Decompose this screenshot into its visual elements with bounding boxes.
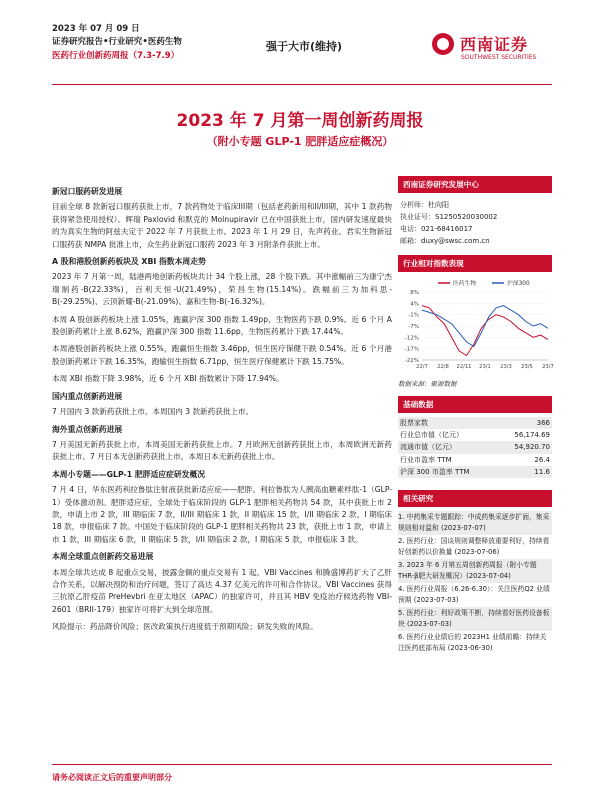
email-label: 邮箱： xyxy=(400,237,421,245)
logo-text-en: SOUTHWEST SECURITIES xyxy=(461,54,537,61)
perf-title: 行业相对指数表现 xyxy=(398,255,552,272)
x-tick-label: 22/11 xyxy=(456,364,472,370)
section-heading: 新冠口服药研发进展 xyxy=(52,187,123,196)
logo-mark-icon xyxy=(432,33,454,55)
phone-number: 021-68416017 xyxy=(421,225,473,233)
logo-text-cn: 西南证券 xyxy=(460,35,529,54)
related-title: 相关研究 xyxy=(398,490,552,507)
section-paragraph: 本周 XBI 指数下降 3.98%，近 6 个月 XBI 指数累计下降 17.94%。 xyxy=(52,374,284,384)
section-paragraph: 2023 年 7 月第一周，陆港两地创新药板块共计 34 个股上涨，28 个股下跌。其中涨幅前三为康宁杰瑞制药-B(22.33%)，百利天恒-U(21.49%)，荣昌生物(15.14%)。跌幅前三为加科思-B(-29.25%)、云顶新耀-B(-21.09%)、嘉和生物-B(-16.32%)。 xyxy=(52,272,392,307)
section-paragraph: 本周全球共达成 8 起重点交易，披露金额的重点交易有 1 起。VBI Vaccines 和腾盛博药扩大了乙肝合作关系，以解决预防和治疗问题，签订了高达 4.37 亿美元的许可和合作协议。VBI Vaccines 获得三抗原乙肝疫苗 PreHevbri 在亚太地区（APAC）的独家许可，并且其 HBV 免疫治疗候选药物 VBI-2601（BRII-179）独家许可将扩大到全球范围。 xyxy=(52,567,392,614)
section-paragraph: 目前全球 8 款新冠口服药获批上市，7 款药物处于临床III期（包括老药新用和II/III期，其中 1 款药物获得紧急使用授权）。辉瑞 Paxlovid 和默克的 Molnupiravir 已在中国获批上市，国内研发速度最快的为真实生物的阿兹夫定于 2022 年 7 月获批上市。2023 年 1 月 29 日，先声药业、君实生物新冠口服药获 NMPA 批准上市，众生药业新冠口服药 2023 年 3 月附条件获批上市。 xyxy=(52,202,392,249)
basic-data-title: 基础数据 xyxy=(398,396,552,413)
relative-index-chart xyxy=(398,276,552,376)
cert-number: S1250520030002 xyxy=(435,213,498,221)
row-value: 11.6 xyxy=(498,466,552,478)
table-row xyxy=(398,454,552,466)
x-tick-label: 23/1 xyxy=(479,364,491,370)
team-title: 西南证券研究发展中心 xyxy=(398,176,552,193)
table-row xyxy=(398,429,552,441)
row-value: 366 xyxy=(498,417,552,429)
x-tick-label: 23/5 xyxy=(521,364,533,370)
analyst-info xyxy=(398,197,552,255)
table-row xyxy=(398,417,552,429)
series-line-0 xyxy=(422,306,548,356)
report-date: 2023 年 07 月 09 日 xyxy=(52,24,140,34)
chart-source: 数据来源：聚源数据 xyxy=(398,380,457,388)
section-paragraph: 本周港股创新药板块上涨 0.55%，跑赢恒生指数 3.46pp，恒生医疗保健下跌 0.54%。近 6 个月港股创新药累计下跌 16.35%，跑输恒生指数 6.71pp，恒生医疗保健累计下跌 15.75%。 xyxy=(52,344,392,366)
section-heading: 本周全球重点创新药交易进展 xyxy=(52,552,154,562)
related-item[interactable]: 5. 医药行业：利好政策不断，持续看好医药设备板块 (2023-07-03) xyxy=(398,607,552,631)
section-paragraph: 7 月美国无新药获批上市，本周美国无新药获批上市。7 月欧洲无创新药获批上市，本周欧洲无新药获批上市。7 月日本无创新药获批上市，本周日本无新药获批上市。 xyxy=(52,439,392,462)
x-tick-label: 23/3 xyxy=(500,364,512,370)
analyst-label: 分析师： xyxy=(400,201,428,209)
cert-label: 执业证号： xyxy=(400,213,435,221)
report-series: 医药行业创新药周报（7.3-7.9） xyxy=(52,51,180,61)
row-label: 沪深 300 市盈率 TTM xyxy=(398,466,498,478)
analyst-name: 杜向阳 xyxy=(428,201,449,209)
table-row xyxy=(398,441,552,453)
y-tick-label: -1% xyxy=(408,312,419,319)
section-heading: 海外重点创新药进展 xyxy=(52,424,123,434)
main-body xyxy=(52,182,392,639)
section-paragraph: 7 月 4 日，华东医药利拉鲁肽注射液获批新适应症——肥胖。利拉鲁肽为人胰高血糖素样肽-1（GLP-1）受体激动剂。肥胖适应症，全球处于临床阶段的 GLP-1 肥胖相关药物共 54 款，其中获批上市 2 款，申请上市 2 款，III 期临床 7 款，II/III 期临床 1 款，II 期临床 15 款，I/II 期临床 2 款，I 期临床 18 款，申报临床 7 款。中国处于临床阶段的 GLP-1 肥胖相关药物共 23 款，获批上市 1 款，申请上市 1 款，III 期临床 6 款，II 期临床 5 款，I/II 期临床 2 款，I 期临床 5 款，申报临床 3 款。 xyxy=(52,485,392,544)
x-tick-label: 22/7 xyxy=(416,364,428,370)
report-type: 证券研究报告•行业研究•医药生物 xyxy=(52,37,182,47)
related-list xyxy=(398,511,552,655)
y-tick-label: -17% xyxy=(404,346,419,353)
section-heading: 本周小专题——GLP-1 肥胖适应症研发概况 xyxy=(52,469,206,479)
row-label: 行业市盈率 TTM xyxy=(400,455,452,464)
table-row xyxy=(398,466,552,478)
y-tick-label: -12% xyxy=(404,335,419,342)
related-item[interactable]: 4. 医药行业周报（6.26-6.30）：关注医药Q2 业绩预期 (2023-07-03) xyxy=(398,585,550,604)
header-divider xyxy=(52,84,552,85)
report-title: 2023 年 7 月第一周创新药周报 xyxy=(176,111,424,131)
section-paragraph: 本周 A 股创新药板块上涨 1.05%，跑赢沪深 300 指数 1.49pp，生物医药下跌 0.9%。近 6 个月 A 股创新药累计上涨 8.62%，跑赢沪深 300 指数 11.6pp，生物医药累计下跌 17.44%。 xyxy=(52,314,392,337)
y-tick-label: 8% xyxy=(410,290,419,296)
related-item[interactable]: 3. 2023 年 6 月第五周创新药周报（附小专题 THR-β肥大研发概况）(2023-07-04) xyxy=(398,559,552,583)
footer-divider xyxy=(52,764,552,765)
row-value: 56,174.69 xyxy=(514,431,550,440)
section-heading: 国内重点创新药进展 xyxy=(52,391,123,401)
related-item[interactable]: 6. 医药行业业绩后的 2023H1 业绩前瞻：持续关注医药底部布局 (2023-06-30) xyxy=(398,633,547,652)
email-link[interactable]: duxy@swsc.com.cn xyxy=(421,237,490,245)
risk-warning: 风险提示：药品降价风险；医改政策执行进度低于预期风险；研发失败的风险。 xyxy=(52,622,318,632)
section-paragraph: 7 月国内 3 款新药获批上市。本周国内 3 款新药获批上市。 xyxy=(52,407,254,417)
related-item[interactable]: 1. 中药集采专题跟踪：中成药集采逐步扩面，集采规则相对温和 (2023-07-07) xyxy=(398,511,552,535)
sidebar xyxy=(398,176,552,655)
report-header xyxy=(52,22,552,82)
row-label: 股票家数 xyxy=(398,417,498,429)
industry-rating: 强于大市(维持) xyxy=(266,40,343,53)
legend-label: 沪深300 xyxy=(507,281,530,287)
chart-svg xyxy=(398,276,552,376)
phone-label: 电话： xyxy=(400,225,421,233)
related-item[interactable]: 2. 医药行业：国谈规则调整释放重要利好，持续看好创新药以价换量 (2023-07-06) xyxy=(398,537,550,556)
y-tick-label: -7% xyxy=(408,324,419,330)
x-tick-label: 22/8 xyxy=(437,364,449,370)
section-heading: A 股和港股创新药板块及 XBI 指数本周走势 xyxy=(52,257,206,267)
row-value: 54,920.70 xyxy=(498,441,552,453)
report-subtitle: （附小专题 GLP-1 肥胖适应症概况） xyxy=(206,135,394,148)
y-tick-label: 4% xyxy=(410,301,419,308)
legend-label: 医药生物 xyxy=(453,281,477,287)
basic-data-table xyxy=(398,417,552,478)
x-tick-label: 23/7 xyxy=(542,364,554,370)
row-label: 流通市值（亿元） xyxy=(398,441,498,453)
y-tick-label: -22% xyxy=(404,358,419,364)
disclaimer-footer: 请务必阅读正文后的重要声明部分 xyxy=(52,773,172,782)
row-label: 行业总市值（亿元） xyxy=(400,431,463,440)
row-value: 26.4 xyxy=(534,455,550,464)
company-logo xyxy=(432,30,552,70)
